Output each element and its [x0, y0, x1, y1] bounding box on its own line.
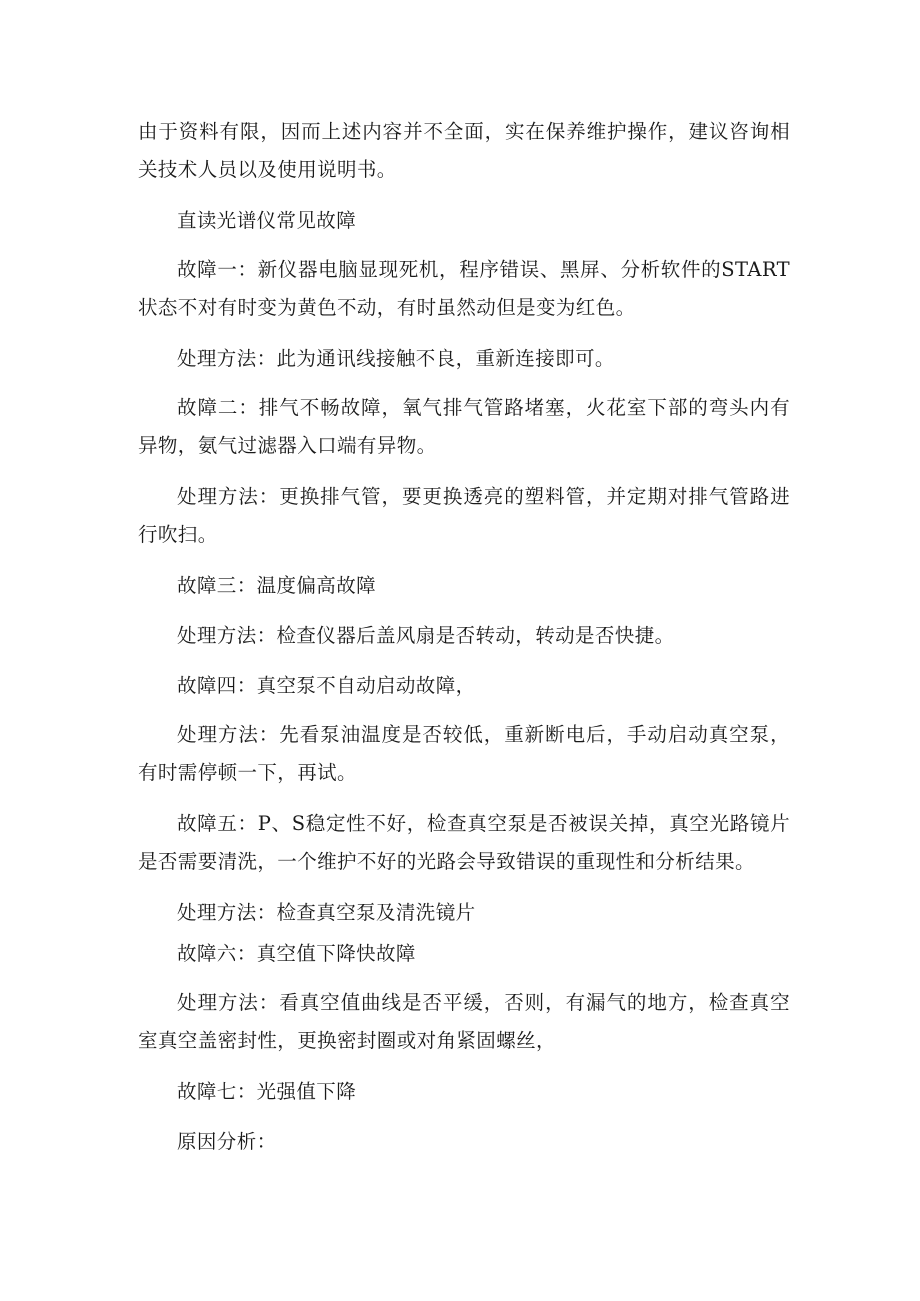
- fault-3: 故障三：温度偏高故障: [177, 574, 377, 597]
- fault-3-solution: 处理方法：检查仪器后盖风扇是否转动，转动是否快捷。: [177, 624, 675, 647]
- fault-2: 故障二：排气不畅故障，氧气排气管路堵塞，火花室下部的弯头内有异物，氨气过滤器入口端有异物。: [138, 396, 790, 457]
- fault-4: 故障四：真空泵不自动启动故障，: [177, 674, 476, 697]
- fault-1: 故障一：新仪器电脑显现死机，程序错误、黑屏、分析软件的START状态不对有时变为黄色不动，有时虽然动但是变为红色。: [138, 258, 790, 319]
- fault-7: 故障七：光强值下降: [177, 1080, 357, 1103]
- cause-analysis: 原因分析：: [177, 1130, 277, 1153]
- fault-2-solution: 处理方法：更换排气管，要更换透亮的塑料管，并定期对排气管路进行吹扫。: [138, 485, 790, 546]
- fault-1-solution: 处理方法：此为通讯线接触不良，重新连接即可。: [177, 347, 615, 370]
- fault-6-solution: 处理方法：看真空值曲线是否平缓，否则，有漏气的地方，检查真空室真空盖密封性，更换密封圈或对角紧固螺丝，: [138, 991, 790, 1052]
- fault-4-solution: 处理方法：先看泵油温度是否较低，重新断电后，手动启动真空泵，有时需停顿一下，再试。: [138, 723, 790, 784]
- fault-6: 故障六：真空值下降快故障: [177, 942, 416, 965]
- fault-5: 故障五：P、S稳定性不好，检查真空泵是否被误关掉，真空光路镜片是否需要清洗，一个维护不好的光路会导致错误的重现性和分析结果。: [138, 812, 790, 873]
- paragraph-intro: 由于资料有限，因而上述内容并不全面，实在保养维护操作，建议咨询相关技术人员以及使用说明书。: [138, 120, 790, 181]
- fault-5-solution: 处理方法：检查真空泵及清洗镜片: [177, 901, 476, 924]
- section-heading: 直读光谱仪常见故障: [177, 209, 357, 232]
